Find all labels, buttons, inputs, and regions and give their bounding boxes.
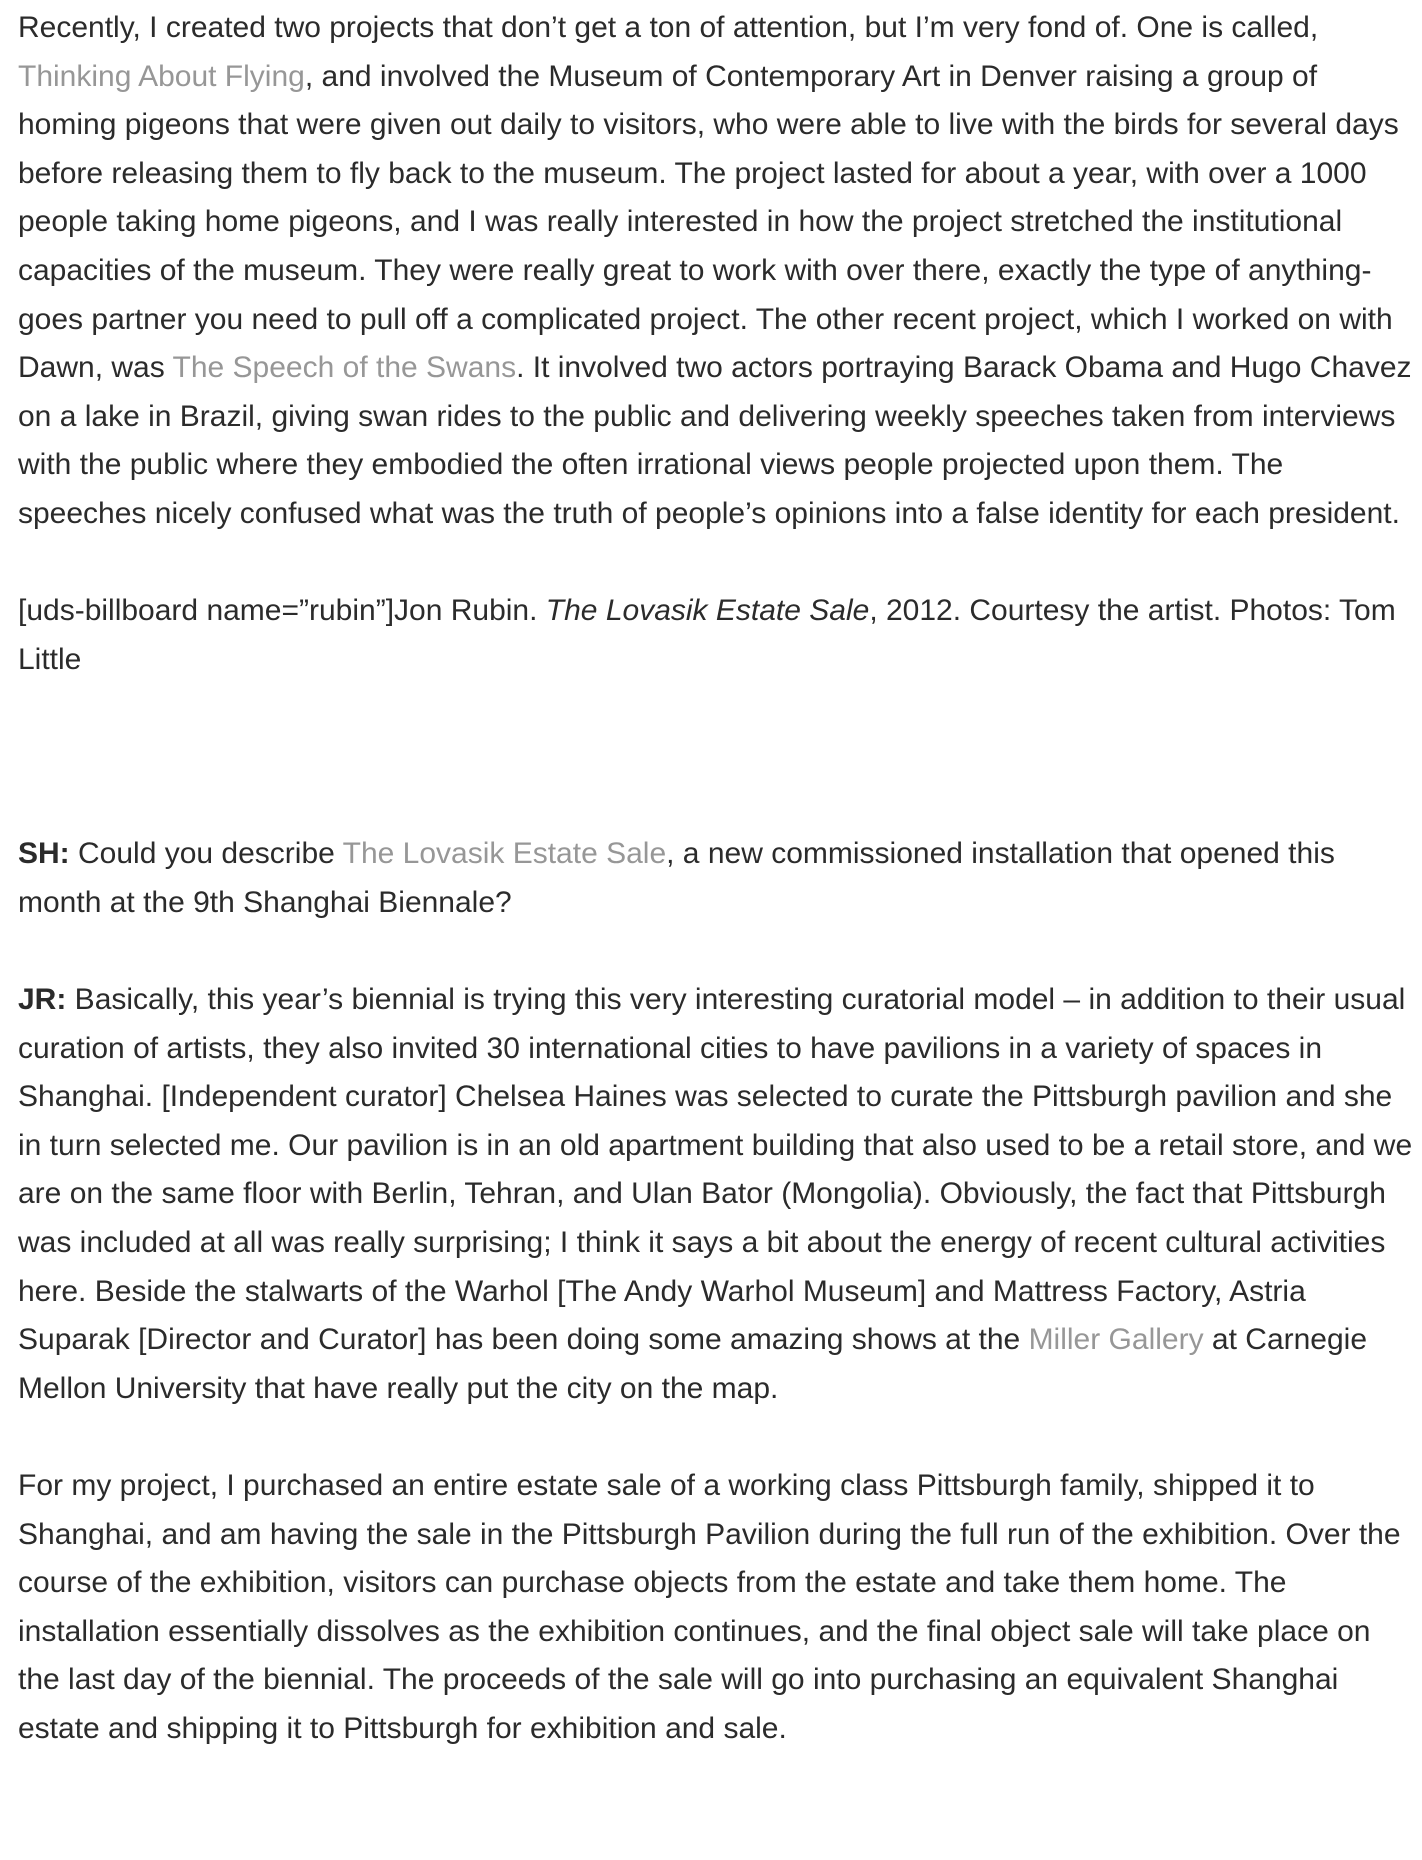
intro-text-2: , and involved the Museum of Contemporary Art in Denver raising a group of homing pigeons that were given out daily to visitors, who were able to live with the birds for several days before releasing them to fly back to the museum. The project lasted for about a year, with over a 1000 people taking home pigeons, and I was really interested in how the project stretched the institutional capacities of the museum. They were really great to work with over there, exactly the type of anything-goes partner you need to pull off a complicated project. The other recent project, which I worked on with Dawn, was [18, 59, 1399, 385]
caption-text-2: , 2012. Courtesy the artist. Photos: Tom Little [18, 594, 1396, 676]
intro-paragraph [18, 4, 1418, 539]
answer-text-1: Basically, this year’s biennial is trying this very interesting curatorial model – in addition to their usual curation of artists, they also invited 30 international cities to have pavilions in a variety of spaces in Shanghai. [Independent curator] Chelsea Haines was selected to curate the Pittsburgh pavilion and she in turn selected me. Our pavilion is in an old apartment building that also used to be a retail store, and we are on the same floor with Berlin, Tehran, and Ulan Bator (Mongolia). Obviously, the fact that Pittsburgh was included at all was really surprising; I think it says a bit about the energy of recent cultural activities here. Beside the stalwarts of the Warhol [The Andy Warhol Museum] and Mattress Factory, Astria Suparak [Director and Curator] has been doing some amazing shows at the [18, 983, 1413, 1357]
image-caption [18, 587, 1418, 684]
lovasik-estate-sale-link[interactable]: The Lovasik Estate Sale [342, 837, 667, 871]
intro-text-3: . It involved two actors portraying Barack Obama and Hugo Chavez on a lake in Brazil, giving swan rides to the public and delivering weekly speeches taken from interviews with the public where they embodied the often irrational views people projected upon them. The speeches nicely confused what was the truth of people’s opinions into a false identity for each president. [18, 351, 1412, 530]
speaker-label-jr: JR: [18, 983, 67, 1017]
miller-gallery-link[interactable]: Miller Gallery [1028, 1323, 1204, 1357]
interview-answer [18, 976, 1418, 1413]
question-text-2: , a new commissioned installation that opened this month at the 9th Shanghai Biennale? [18, 837, 1335, 919]
interview-question [18, 830, 1418, 927]
question-text-1: Could you describe [69, 837, 343, 871]
answer-text-2: at Carnegie Mellon University that have really put the city on the map. [18, 1323, 1368, 1405]
intro-text-1: Recently, I created two projects that don’t get a ton of attention, but I’m very fond of. One is called, [18, 11, 1319, 44]
article-body [18, 0, 1418, 1754]
thinking-about-flying-link[interactable]: Thinking About Flying [18, 59, 305, 93]
project-description-paragraph: For my project, I purchased an entire estate sale of a working class Pittsburgh family, shipped it to Shanghai, and am having the sale in the Pittsburgh Pavilion during the full run of the exhibition. Over the course of the exhibition, visitors can purchase objects from the estate and take them home. The installation essentially dissolves as the exhibition continues, and the final object sale will take place on the last day of the biennial. The proceeds of the sale will go into purchasing an equivalent Shanghai estate and shipping it to Pittsburgh for exhibition and sale. [18, 1469, 1401, 1745]
speaker-label-sh: SH: [18, 837, 70, 871]
caption-artwork-title: The Lovasik Estate Sale [545, 594, 870, 628]
speech-of-the-swans-link[interactable]: The Speech of the Swans [172, 351, 517, 385]
caption-text-1: [uds-billboard name=”rubin”]Jon Rubin. [18, 594, 546, 628]
